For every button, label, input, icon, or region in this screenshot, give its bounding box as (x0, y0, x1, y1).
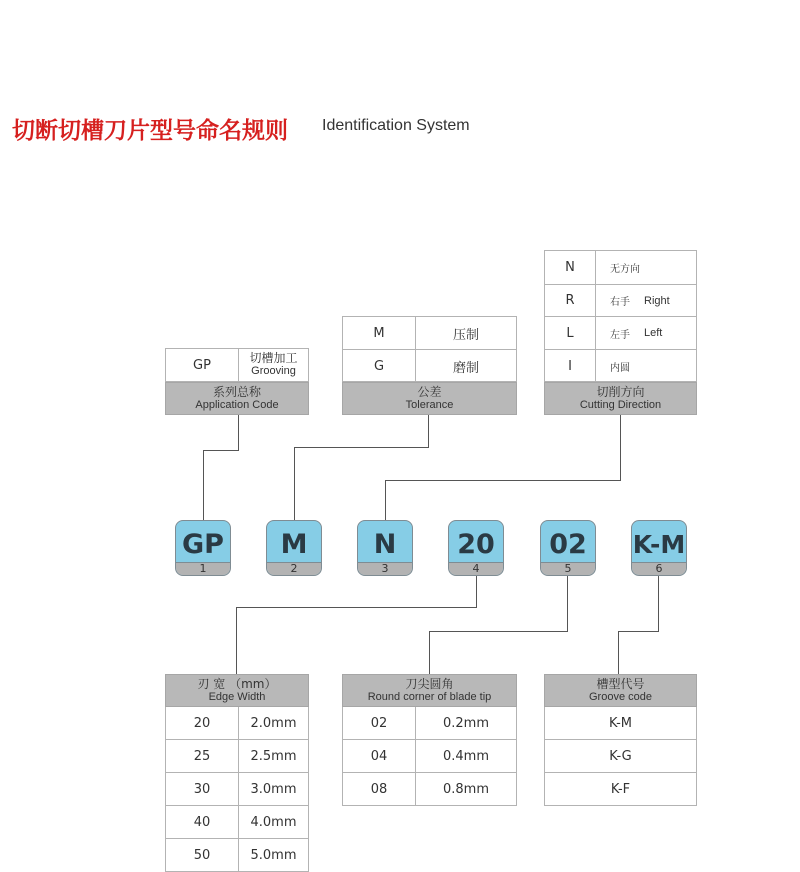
code-text: 02 (549, 528, 587, 560)
round-corner-code: 08 (370, 782, 388, 797)
direction-desc-cn: 右手 (610, 297, 630, 308)
code-block-tolerance (266, 520, 322, 576)
code-text: GP (182, 528, 224, 560)
code-block-edge-width (448, 520, 504, 576)
direction-desc-en: Left (644, 327, 663, 339)
round-corner-value: 0.2mm (442, 715, 489, 731)
code-text: 20 (457, 528, 495, 560)
table-row (166, 806, 308, 839)
application-desc-en: Grooving (251, 365, 296, 377)
direction-header-en: Cutting Direction (579, 398, 662, 411)
groove-code-header (544, 674, 697, 707)
code-text: N (373, 528, 397, 560)
code-block-direction (357, 520, 413, 576)
table-row (545, 707, 696, 740)
tolerance-header-en: Tolerance (405, 398, 454, 411)
tolerance-code: G (373, 358, 385, 374)
application-desc-cn: 切槽加工 (249, 351, 298, 365)
application-header-en: Application Code (195, 398, 279, 411)
direction-code: N (565, 260, 575, 275)
table-row (545, 740, 696, 773)
code-text: M (280, 528, 308, 560)
edge-width-value: 2.0mm (250, 715, 297, 731)
tolerance-desc: 磨制 (452, 360, 479, 376)
edge-width-value: 2.5mm (250, 748, 297, 764)
groove-header-cn: 槽型代号 (596, 676, 645, 691)
code-position: 6 (632, 562, 686, 575)
table-row (166, 707, 308, 740)
direction-code: I (568, 358, 572, 374)
groove-code-value: K-F (610, 782, 631, 797)
code-position: 4 (449, 562, 503, 575)
direction-desc-cn: 左手 (610, 329, 630, 341)
table-row (343, 740, 516, 773)
tolerance-table (342, 316, 517, 382)
table-row (545, 773, 696, 806)
table-row (166, 740, 308, 773)
application-code-header (165, 382, 309, 415)
round-corner-header-cn: 刀尖圆角 (405, 676, 454, 691)
tolerance-desc: 压制 (452, 327, 479, 343)
direction-desc (596, 285, 696, 316)
direction-desc-cn: 无方向 (610, 264, 640, 275)
table-row (545, 251, 696, 285)
round-corner-code: 04 (370, 748, 388, 764)
direction-desc-cn: 内圆 (610, 362, 630, 374)
page-title-english: Identification System (322, 117, 470, 134)
edge-width-code: 50 (193, 848, 211, 863)
direction-desc (596, 251, 696, 284)
edge-width-value: 5.0mm (250, 848, 297, 863)
code-block-corner-radius (540, 520, 596, 576)
code-block-application (175, 520, 231, 576)
direction-desc-en: Right (644, 294, 670, 307)
application-code-table (165, 348, 309, 382)
groove-code-value: K-G (609, 748, 632, 764)
table-row (166, 773, 308, 806)
cutting-direction-table (544, 250, 697, 382)
round-corner-value: 0.4mm (442, 748, 489, 764)
tolerance-header (342, 382, 517, 415)
direction-header-cn: 切削方向 (596, 384, 645, 399)
tolerance-code: M (373, 325, 385, 341)
groove-code-value: K-M (608, 715, 633, 731)
table-row (343, 350, 516, 382)
page-title-chinese: 切断切槽刀片型号命名规则 (12, 118, 288, 144)
application-code-value: GP (193, 357, 211, 373)
table-row (545, 350, 696, 382)
code-position: 3 (358, 562, 412, 575)
code-position: 1 (176, 562, 230, 575)
table-row (343, 773, 516, 806)
table-row (166, 839, 308, 872)
edge-width-value: 4.0mm (250, 814, 297, 830)
edge-width-table (165, 707, 309, 872)
groove-code-table (544, 707, 697, 806)
edge-width-code: 25 (193, 748, 211, 764)
application-header-cn: 系列总称 (212, 384, 261, 399)
round-corner-value: 0.8mm (442, 782, 489, 797)
groove-header-en: Groove code (589, 690, 652, 703)
round-corner-code: 02 (370, 715, 388, 731)
edge-width-code: 30 (193, 781, 211, 797)
table-row (545, 285, 696, 317)
cutting-direction-header (544, 382, 697, 415)
direction-desc (596, 317, 696, 349)
code-position: 2 (267, 562, 321, 575)
table-row (343, 317, 516, 350)
application-desc (239, 349, 308, 381)
edge-width-value: 3.0mm (250, 781, 297, 797)
code-block-groove (631, 520, 687, 576)
direction-code: L (566, 325, 574, 341)
table-row (545, 317, 696, 350)
code-text: K-M (632, 529, 686, 559)
code-position: 5 (541, 562, 595, 575)
edge-width-header (165, 674, 309, 707)
edge-width-code: 20 (193, 715, 211, 731)
direction-code: R (565, 293, 575, 308)
edge-width-header-cn: 刃 宽 （mm） (197, 676, 277, 691)
round-corner-table (342, 707, 517, 806)
edge-width-header-en: Edge Width (208, 690, 266, 703)
direction-desc (596, 350, 696, 382)
round-corner-header-en: Round corner of blade tip (367, 690, 492, 703)
round-corner-header (342, 674, 517, 707)
tolerance-header-cn: 公差 (417, 384, 442, 399)
table-row (343, 707, 516, 740)
edge-width-code: 40 (193, 814, 211, 830)
